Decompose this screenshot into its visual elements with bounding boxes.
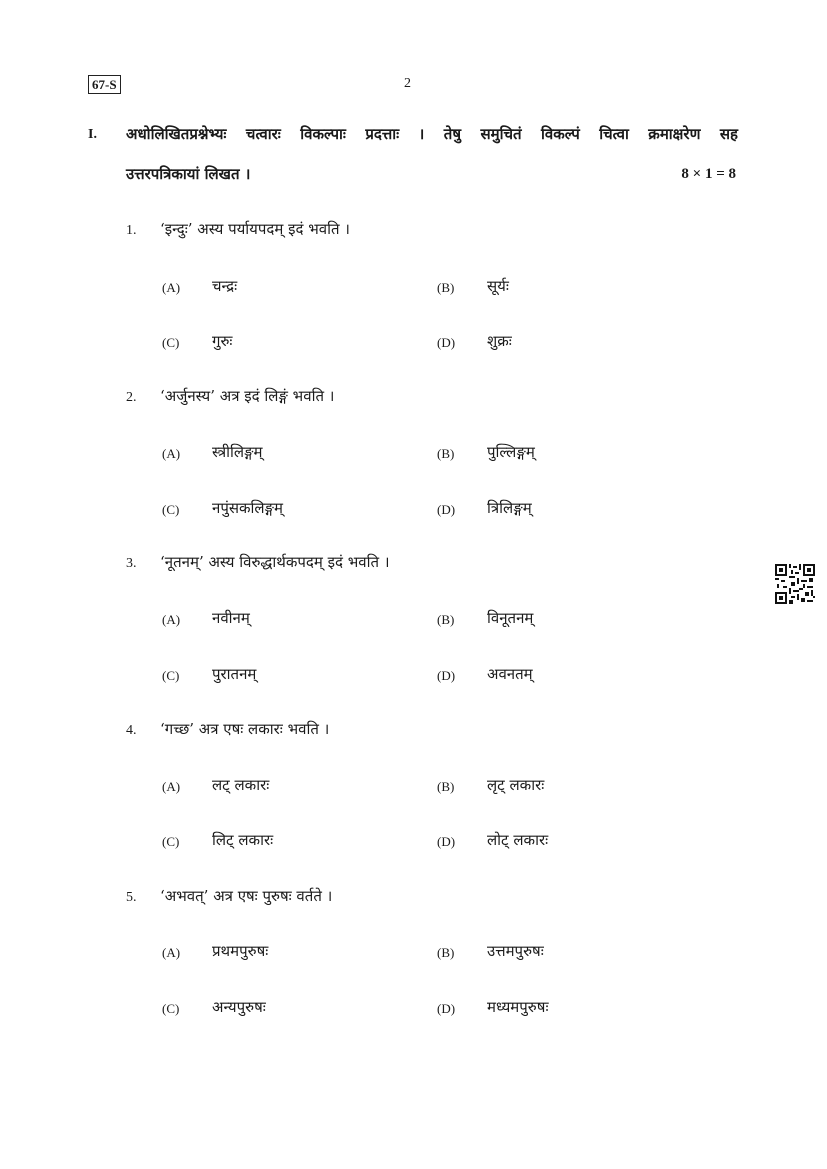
option-text: शुक्रः [487,332,512,350]
option-text: अवनतम् [487,665,533,683]
option-label: (D) [437,668,456,683]
option-text: त्रिलिङ्गम् [487,499,532,517]
option-label: (B) [437,446,455,461]
option-text: अन्यपुरुषः [212,998,266,1016]
option-label: (A) [162,612,181,627]
option-label: (D) [437,1001,456,1016]
option-text: नवीनम् [212,609,250,627]
question-text: ‘नूतनम्’ अस्य विरुद्धार्थकपदम् इदं भवति । [160,553,390,571]
option-text: स्त्रीलिङ्गम् [212,443,263,461]
page-number: 2 [404,76,411,91]
question-text: ‘इन्दुः’ अस्य पर्यायपदम् इदं भवति । [160,220,350,238]
question-number: 1. [126,223,137,238]
option-label: (C) [162,668,180,683]
option-text: सूर्यः [487,277,509,295]
option-label: (C) [162,834,180,849]
option-text: प्रथमपुरुषः [212,942,269,960]
option-text: गुरुः [212,332,233,350]
option-text: लिट् लकारः [212,831,274,849]
section-instruction-line-1: अधोलिखितप्रश्नेभ्यः चत्वारः विकल्पाः प्रदत्ताः । तेषु समुचितं विकल्पं चित्वा क्रमाक्षरेण सह [126,125,738,143]
option-label: (C) [162,1001,180,1016]
option-label: (A) [162,280,181,295]
option-label: (D) [437,834,456,849]
option-label: (D) [437,335,456,350]
question-number: 2. [126,390,137,405]
option-text: पुल्लिङ्गम् [487,443,535,461]
paper-code: 67-S [88,75,121,94]
question-text: ‘गच्छ’ अत्र एषः लकारः भवति । [160,720,330,738]
option-label: (B) [437,280,455,295]
option-label: (B) [437,945,455,960]
option-label: (C) [162,335,180,350]
question-text: ‘अर्जुनस्य’ अत्र इदं लिङ्गं भवति । [160,387,335,405]
option-text: लोट् लकारः [487,831,549,849]
qr-code-icon [775,564,815,604]
section-instruction-line-2: उत्तरपत्रिकायां लिखत । [126,165,251,183]
question-text: ‘अभवत्’ अत्र एषः पुरुषः वर्तते । [160,887,333,905]
section-number: I. [88,127,97,142]
option-text: लट् लकारः [212,776,270,794]
option-text: विनूतनम् [487,609,534,627]
option-text: उत्तमपुरुषः [487,942,544,960]
question-number: 4. [126,723,137,738]
question-number: 3. [126,556,137,571]
section-marks: 8 × 1 = 8 [681,166,736,182]
option-text: मध्यमपुरुषः [487,998,549,1016]
option-label: (A) [162,446,181,461]
option-label: (A) [162,945,181,960]
option-text: चन्द्रः [212,277,238,295]
option-label: (A) [162,779,181,794]
question-number: 5. [126,890,137,905]
option-label: (B) [437,612,455,627]
option-label: (D) [437,502,456,517]
option-label: (B) [437,779,455,794]
option-text: लृट् लकारः [487,776,545,794]
option-text: पुरातनम् [212,665,257,683]
option-text: नपुंसकलिङ्गम् [212,499,284,517]
option-label: (C) [162,502,180,517]
